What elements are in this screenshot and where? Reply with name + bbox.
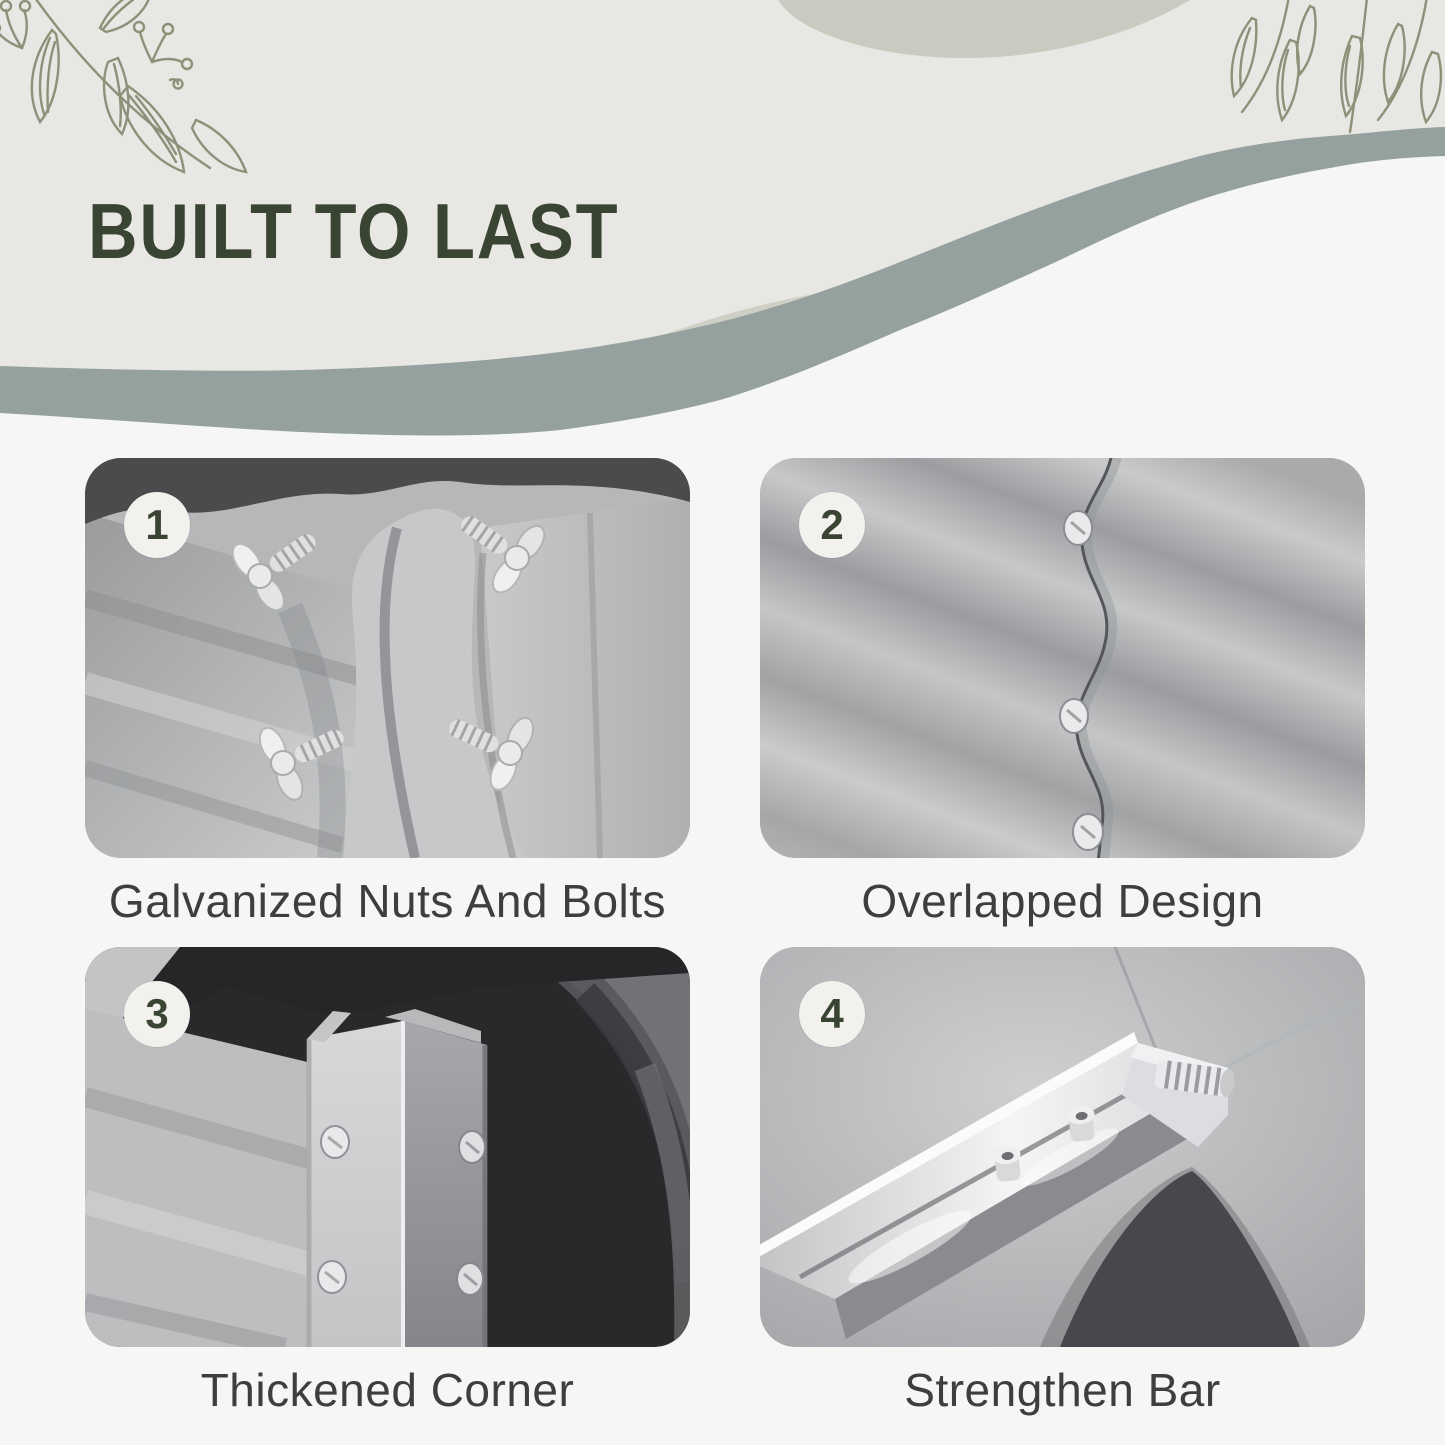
feature-photo-strengthen-bar bbox=[760, 947, 1365, 1347]
feature-card-overlapped-design bbox=[760, 458, 1365, 928]
number-badge bbox=[799, 981, 865, 1047]
number-badge bbox=[124, 492, 190, 558]
feature-card-thickened-corner bbox=[85, 947, 690, 1417]
badge-number: 4 bbox=[820, 990, 844, 1037]
feature-photo-nuts-bolts bbox=[85, 458, 690, 858]
badge-number: 2 bbox=[820, 501, 844, 548]
feature-card-nuts-bolts bbox=[85, 458, 690, 928]
number-badge bbox=[799, 492, 865, 558]
feature-caption: Galvanized Nuts And Bolts bbox=[108, 875, 667, 927]
feature-caption: Overlapped Design bbox=[861, 875, 1264, 927]
feature-photo-overlapped-design bbox=[760, 458, 1365, 858]
feature-caption: Strengthen Bar bbox=[904, 1364, 1221, 1416]
number-badge bbox=[124, 981, 190, 1047]
feature-caption: Thickened Corner bbox=[200, 1364, 575, 1416]
feature-photo-thickened-corner bbox=[85, 947, 690, 1347]
feature-card-strengthen-bar bbox=[760, 947, 1365, 1417]
badge-number: 1 bbox=[145, 501, 169, 548]
page-title: BUILT TO LAST bbox=[88, 187, 620, 275]
badge-number: 3 bbox=[145, 990, 169, 1037]
